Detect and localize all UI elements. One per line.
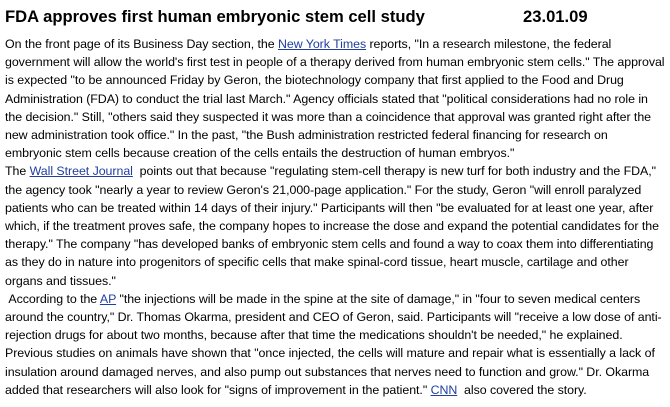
paragraph-ap [5, 290, 667, 399]
paragraph-new-york-times [5, 35, 667, 162]
text-run: "the injections will be made in the spine at the site of damage," in "four to seven medical centers around the country," Dr. Thomas Okarma, president and CEO of Geron, said. Participants will "receive a low dose of anti-rejection drugs for about two months, because after that time the medications shouldn't be needed," he explained. Previous studies on animals have shown that "once injected, the cells will mature and repair what is essentially a lack of insulation around damaged nerves, and also pump out substances that nerves need to function and grow." Dr. Okarma added that researchers will also look for "signs of improvement in the patient." [5, 291, 662, 397]
article [5, 6, 667, 399]
ap-link[interactable]: AP [99, 291, 117, 306]
text-run: points out that because "regulating stem-cell therapy is new turf for both industry and the FDA," the agency took "nearly a year to review Geron's 21,000-page application." For the study, Geron "will enroll paralyzed patients who can be treated within 14 days of their injury." Participants will then "be evaluated for at least one year, after which, if the treatment proves safe, the company hopes to increase the dose and expand the potential candidates for the therapy." The company "has developed banks of embryonic stem cells and found a way to coax them into differentiating as they do in nature into progenitors of specific cells that make spinal-cord tissue, heart muscle, cartilage and other organs and tissues." [5, 164, 663, 288]
article-body [5, 35, 667, 399]
article-header [5, 6, 667, 28]
text-run: also covered the story. [457, 382, 587, 397]
new-york-times-link[interactable]: New York Times [277, 37, 367, 51]
cnn-link[interactable]: CNN [430, 382, 458, 397]
article-date: 23.01.09 [523, 7, 588, 26]
text-run: On the front page of its Business Day section, the [5, 37, 278, 51]
wall-street-journal-link[interactable]: Wall Street Journal [29, 164, 133, 179]
article-title: FDA approves first human embryonic stem cell study [5, 7, 425, 26]
text-run: According to the [5, 291, 100, 306]
text-run: reports, "In a research milestone, the federal government will allow the world's first test in people of a therapy derived from human embryonic stem cells." The approval is expected "to be announced Friday by Geron, the biotechnology company that first applied to the Food and Drug Administration (FDA) to conduct the trial last March." Agency officials stated that "political considerations had no role in the decision." Still, "others said they suspected it was more than a coincidence that approval was granted right after the new administration took office." In the past, "the Bush administration restricted federal financing for research on embryonic stem cells because creation of the cells entails the destruction of human embryos." [5, 37, 665, 161]
paragraph-wall-street-journal [5, 162, 667, 289]
text-run: The [5, 164, 30, 179]
